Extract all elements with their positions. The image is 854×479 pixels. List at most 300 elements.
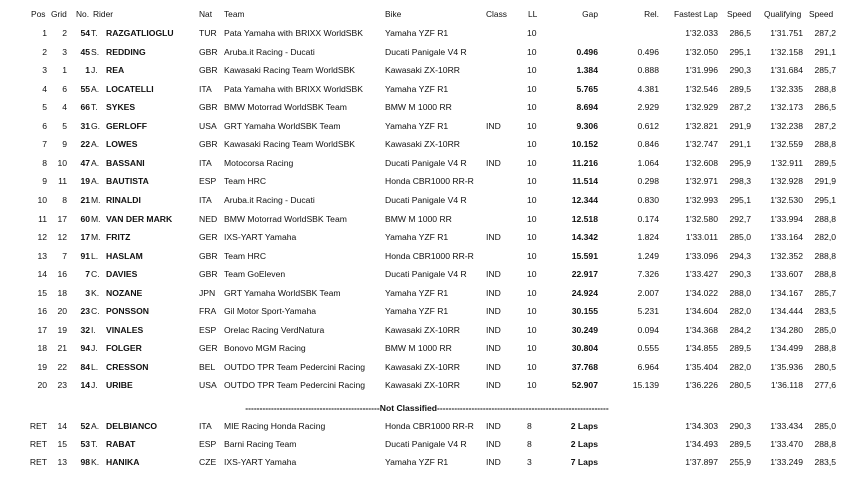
table-row xyxy=(0,418,854,435)
cell-nat: GBR xyxy=(199,102,218,113)
cell-speed: 287,2 xyxy=(729,102,751,113)
cell-laps: 10 xyxy=(527,65,537,76)
cell-speed-qualifying: 288,8 xyxy=(814,343,836,354)
cell-laps: 10 xyxy=(527,269,537,280)
header-team: Team xyxy=(224,9,245,19)
cell-nat: NED xyxy=(199,213,218,224)
cell-speed: 290,3 xyxy=(729,269,751,280)
cell-bike: Yamaha YZF R1 xyxy=(385,306,449,317)
cell-fastest-lap: 1'33.011 xyxy=(685,232,718,243)
cell-initial: T. xyxy=(91,439,98,449)
cell-speed: 282,0 xyxy=(729,361,751,372)
cell-speed-qualifying: 287,2 xyxy=(814,28,836,38)
cell-speed: 290,3 xyxy=(729,65,751,76)
table-row xyxy=(0,359,854,376)
cell-bike: Yamaha YZF R1 xyxy=(385,28,449,38)
cell-rider-name: HANIKA xyxy=(106,457,140,467)
cell-gap: 2 Laps xyxy=(570,439,598,449)
table-row xyxy=(0,155,854,172)
cell-pos: 7 xyxy=(42,139,47,150)
cell-grid: 7 xyxy=(62,250,67,261)
cell-speed-qualifying: 283,5 xyxy=(814,457,836,467)
cell-team: Gil Motor Sport-Yamaha xyxy=(224,306,317,317)
cell-bike: Yamaha YZF R1 xyxy=(385,287,449,298)
cell-grid: 11 xyxy=(58,176,67,187)
cell-number: 94 xyxy=(80,343,90,354)
cell-grid: 21 xyxy=(57,343,67,354)
cell-fastest-lap: 1'32.971 xyxy=(685,176,718,187)
cell-speed: 291,1 xyxy=(729,139,751,150)
cell-speed: 288,0 xyxy=(729,287,751,298)
table-row xyxy=(0,248,854,265)
cell-grid: 5 xyxy=(62,120,67,131)
cell-team: Team HRC xyxy=(224,176,267,187)
cell-class: IND xyxy=(486,232,501,243)
cell-bike: Ducati Panigale V4 R xyxy=(385,269,467,280)
cell-nat: GER xyxy=(199,343,218,354)
cell-number: 66 xyxy=(80,102,90,113)
cell-speed-qualifying: 285,7 xyxy=(814,65,836,76)
cell-fastest-lap: 1'34.303 xyxy=(685,421,718,431)
cell-speed: 289,5 xyxy=(729,83,751,94)
cell-pos: 2 xyxy=(42,46,47,57)
cell-nat: ESP xyxy=(199,176,217,187)
cell-qualifying: 1'34.499 xyxy=(770,343,803,354)
cell-initial: K. xyxy=(91,457,100,467)
cell-nat: GBR xyxy=(199,139,218,150)
cell-laps: 10 xyxy=(527,232,537,243)
cell-bike: Kawasaki ZX-10RR xyxy=(385,361,460,372)
header-pos: Pos xyxy=(31,9,46,19)
header-speed: Speed xyxy=(727,9,752,19)
cell-rel: 1.249 xyxy=(637,250,659,261)
cell-pos: 4 xyxy=(42,83,47,94)
cell-class: IND xyxy=(486,306,501,317)
cell-speed-qualifying: 288,8 xyxy=(814,213,836,224)
table-row xyxy=(0,229,854,246)
cell-rider-name: RAZGATLIOGLU xyxy=(106,28,174,38)
cell-bike: Yamaha YZF R1 xyxy=(385,120,449,131)
cell-speed: 289,5 xyxy=(729,439,751,449)
cell-nat: GBR xyxy=(199,65,218,76)
header-rel: Rel. xyxy=(644,9,659,19)
cell-number: 98 xyxy=(80,457,90,467)
cell-speed-qualifying: 282,0 xyxy=(814,232,836,243)
cell-pos: 8 xyxy=(42,157,47,168)
cell-initial: J. xyxy=(91,65,98,76)
cell-grid: 19 xyxy=(57,324,67,335)
cell-initial: J. xyxy=(91,343,98,354)
header-bike: Bike xyxy=(385,9,402,19)
cell-fastest-lap: 1'34.368 xyxy=(685,324,718,335)
cell-gap: 2 Laps xyxy=(570,421,598,431)
header-speed-qualifying: Speed xyxy=(809,9,834,19)
cell-grid: 18 xyxy=(57,287,67,298)
cell-qualifying: 1'32.158 xyxy=(770,46,803,57)
cell-nat: USA xyxy=(199,380,217,391)
cell-initial: A. xyxy=(91,421,100,431)
cell-pos: 16 xyxy=(37,306,47,317)
cell-number: 45 xyxy=(80,46,90,57)
cell-rel: 0.496 xyxy=(637,46,659,57)
cell-number: 47 xyxy=(80,157,90,168)
cell-number: 31 xyxy=(80,120,90,131)
cell-gap: 24.924 xyxy=(571,287,598,298)
cell-initial: S. xyxy=(91,46,100,57)
cell-laps: 10 xyxy=(527,213,537,224)
cell-rider-name: REDDING xyxy=(106,46,146,57)
cell-fastest-lap: 1'33.096 xyxy=(685,250,718,261)
cell-speed-qualifying: 280,5 xyxy=(814,361,836,372)
cell-rider-name: VINALES xyxy=(106,324,144,335)
cell-grid: 17 xyxy=(57,213,67,224)
cell-qualifying: 1'31.684 xyxy=(770,65,803,76)
cell-gap: 30.249 xyxy=(571,324,598,335)
cell-speed: 284,2 xyxy=(729,324,751,335)
header-nat: Nat xyxy=(199,9,213,19)
cell-qualifying: 1'36.118 xyxy=(770,380,803,391)
cell-nat: TUR xyxy=(199,28,217,38)
cell-grid: 23 xyxy=(57,380,67,391)
cell-gap: 12.518 xyxy=(571,213,598,224)
cell-initial: I. xyxy=(91,324,96,335)
cell-pos: 1 xyxy=(42,28,47,38)
header-ll: LL xyxy=(528,9,538,19)
cell-team: Pata Yamaha with BRIXX WorldSBK xyxy=(224,28,363,38)
cell-speed-qualifying: 288,8 xyxy=(814,250,836,261)
cell-rider-name: CRESSON xyxy=(106,361,149,372)
cell-qualifying: 1'33.994 xyxy=(770,213,803,224)
cell-nat: ITA xyxy=(199,157,212,168)
cell-nat: GBR xyxy=(199,46,218,57)
cell-qualifying: 1'32.928 xyxy=(770,176,803,187)
cell-team: IXS-YART Yamaha xyxy=(224,457,297,467)
cell-pos: 9 xyxy=(42,176,47,187)
cell-fastest-lap: 1'32.747 xyxy=(685,139,718,150)
cell-fastest-lap: 1'33.427 xyxy=(685,269,718,280)
cell-grid: 13 xyxy=(57,457,67,467)
cell-team: OUTDO TPR Team Pedercini Racing xyxy=(224,361,366,372)
cell-qualifying: 1'32.530 xyxy=(770,194,803,205)
cell-qualifying: 1'31.751 xyxy=(770,28,803,38)
cell-team: Orelac Racing VerdNatura xyxy=(224,324,325,335)
cell-gap: 52.907 xyxy=(571,380,598,391)
cell-laps: 10 xyxy=(527,139,537,150)
cell-gap: 8.694 xyxy=(576,102,598,113)
cell-grid: 20 xyxy=(57,306,67,317)
table-row xyxy=(0,62,854,79)
cell-initial: M. xyxy=(91,213,101,224)
cell-nat: CZE xyxy=(199,457,217,467)
cell-number: 60 xyxy=(80,213,90,224)
cell-team: BMW Motorrad WorldSBK Team xyxy=(224,213,347,224)
cell-fastest-lap: 1'36.226 xyxy=(685,380,718,391)
cell-initial: K. xyxy=(91,287,100,298)
not-classified-separator xyxy=(0,400,854,417)
cell-qualifying: 1'32.173 xyxy=(770,102,803,113)
cell-bike: Ducati Panigale V4 R xyxy=(385,439,467,449)
cell-laps: 10 xyxy=(527,176,537,187)
header-class: Class xyxy=(486,9,507,19)
cell-gap: 22.917 xyxy=(571,269,598,280)
cell-rider-name: LOCATELLI xyxy=(106,83,154,94)
cell-team: MIE Racing Honda Racing xyxy=(224,421,326,431)
cell-rel: 1.824 xyxy=(637,232,659,243)
cell-bike: Kawasaki ZX-10RR xyxy=(385,380,460,391)
cell-grid: 22 xyxy=(57,361,67,372)
cell-grid: 3 xyxy=(62,46,67,57)
cell-fastest-lap: 1'37.897 xyxy=(685,457,718,467)
cell-fastest-lap: 1'32.546 xyxy=(685,83,718,94)
cell-laps: 10 xyxy=(527,46,537,57)
cell-rel: 0.094 xyxy=(637,324,659,335)
header-fastest-lap: Fastest Lap xyxy=(674,9,718,19)
table-row xyxy=(0,192,854,209)
cell-grid: 9 xyxy=(62,139,67,150)
cell-bike: Ducati Panigale V4 R xyxy=(385,194,467,205)
cell-rel: 7.326 xyxy=(637,269,659,280)
cell-speed-qualifying: 286,5 xyxy=(814,102,836,113)
cell-class: IND xyxy=(486,324,501,335)
cell-bike: Ducati Panigale V4 R xyxy=(385,157,467,168)
cell-fastest-lap: 1'31.996 xyxy=(685,65,718,76)
cell-nat: ITA xyxy=(199,194,212,205)
cell-rider-name: SYKES xyxy=(106,102,136,113)
cell-number: 52 xyxy=(80,421,90,431)
cell-laps: 8 xyxy=(527,439,532,449)
cell-gap: 15.591 xyxy=(571,250,598,261)
cell-rider-name: GERLOFF xyxy=(106,120,148,131)
cell-bike: Yamaha YZF R1 xyxy=(385,457,449,467)
cell-pos: 5 xyxy=(42,102,47,113)
cell-qualifying: 1'34.444 xyxy=(770,306,803,317)
cell-gap: 10.152 xyxy=(571,139,598,150)
table-row xyxy=(0,340,854,357)
cell-team: Aruba.it Racing - Ducati xyxy=(224,46,315,57)
cell-grid: 2 xyxy=(62,28,67,38)
cell-nat: GBR xyxy=(199,250,218,261)
cell-grid: 8 xyxy=(62,194,67,205)
cell-number: 21 xyxy=(80,194,90,205)
cell-team: BMW Motorrad WorldSBK Team xyxy=(224,102,347,113)
cell-speed: 295,1 xyxy=(729,194,751,205)
cell-gap: 1.384 xyxy=(576,65,598,76)
cell-initial: T. xyxy=(91,28,98,38)
cell-gap: 11.216 xyxy=(572,157,598,168)
cell-laps: 10 xyxy=(527,343,537,354)
cell-team: Team GoEleven xyxy=(224,269,286,280)
cell-bike: Yamaha YZF R1 xyxy=(385,232,449,243)
cell-initial: A. xyxy=(91,176,100,187)
header-rider: Rider xyxy=(93,9,114,19)
cell-pos: 13 xyxy=(37,250,47,261)
cell-fastest-lap: 1'32.929 xyxy=(685,102,718,113)
cell-rel: 0.174 xyxy=(637,213,659,224)
cell-rider-name: DELBIANCO xyxy=(106,421,158,431)
cell-team: Kawasaki Racing Team WorldSBK xyxy=(224,139,356,150)
cell-laps: 10 xyxy=(527,83,537,94)
cell-bike: Yamaha YZF R1 xyxy=(385,83,449,94)
cell-fastest-lap: 1'34.022 xyxy=(685,287,718,298)
cell-speed: 294,3 xyxy=(729,250,751,261)
cell-grid: 10 xyxy=(57,157,67,168)
cell-speed-qualifying: 291,1 xyxy=(814,46,836,57)
table-row xyxy=(0,118,854,135)
cell-pos: 12 xyxy=(37,232,47,243)
cell-rel: 0.612 xyxy=(637,120,659,131)
cell-class: IND xyxy=(486,457,501,467)
cell-gap: 37.768 xyxy=(571,361,598,372)
cell-speed-qualifying: 289,5 xyxy=(814,157,836,168)
cell-initial: C. xyxy=(91,269,100,280)
table-row xyxy=(0,266,854,283)
cell-laps: 10 xyxy=(527,287,537,298)
cell-speed: 280,5 xyxy=(729,380,751,391)
cell-grid: 15 xyxy=(57,439,67,449)
cell-fastest-lap: 1'32.033 xyxy=(685,28,718,38)
table-row xyxy=(0,377,854,394)
cell-speed: 292,7 xyxy=(729,213,751,224)
cell-team: OUTDO TPR Team Pedercini Racing xyxy=(224,380,366,391)
cell-class: IND xyxy=(486,361,501,372)
cell-bike: Kawasaki ZX-10RR xyxy=(385,139,460,150)
cell-gap: 11.514 xyxy=(572,176,598,187)
cell-qualifying: 1'32.335 xyxy=(770,83,803,94)
cell-pos: 15 xyxy=(37,287,47,298)
cell-speed: 289,5 xyxy=(729,343,751,354)
cell-gap: 7 Laps xyxy=(570,457,598,467)
cell-rel: 2.929 xyxy=(637,102,659,113)
table-header xyxy=(0,6,854,23)
cell-qualifying: 1'32.238 xyxy=(770,120,803,131)
cell-initial: M. xyxy=(91,194,101,205)
cell-pos: 6 xyxy=(42,120,47,131)
cell-rel: 0.830 xyxy=(637,194,659,205)
cell-grid: 16 xyxy=(57,269,67,280)
cell-speed: 285,0 xyxy=(729,232,751,243)
cell-qualifying: 1'32.352 xyxy=(770,250,803,261)
cell-qualifying: 1'35.936 xyxy=(770,361,803,372)
cell-speed-qualifying: 277,6 xyxy=(814,380,836,391)
cell-class: IND xyxy=(486,380,501,391)
cell-nat: JPN xyxy=(199,287,216,298)
cell-class: IND xyxy=(486,343,501,354)
cell-grid: 6 xyxy=(62,83,67,94)
table-row xyxy=(0,303,854,320)
cell-speed-qualifying: 288,8 xyxy=(814,83,836,94)
cell-number: 19 xyxy=(80,176,90,187)
cell-bike: Kawasaki ZX-10RR xyxy=(385,65,460,76)
cell-rel: 0.846 xyxy=(637,139,659,150)
cell-rider-name: FOLGER xyxy=(106,343,142,354)
table-row xyxy=(0,322,854,339)
cell-speed: 282,0 xyxy=(729,306,751,317)
cell-number: 1 xyxy=(85,65,90,76)
cell-laps: 10 xyxy=(527,250,537,261)
cell-rider-name: NOZANE xyxy=(106,287,143,298)
cell-rider-name: LOWES xyxy=(106,139,138,150)
cell-speed-qualifying: 285,0 xyxy=(814,421,836,431)
cell-rel: 0.888 xyxy=(637,65,659,76)
cell-qualifying: 1'32.559 xyxy=(770,139,803,150)
cell-bike: BMW M 1000 RR xyxy=(385,102,452,113)
cell-fastest-lap: 1'34.604 xyxy=(685,306,718,317)
cell-rel: 0.555 xyxy=(637,343,659,354)
cell-speed: 298,3 xyxy=(729,176,751,187)
cell-laps: 10 xyxy=(527,306,537,317)
cell-initial: C. xyxy=(91,306,100,317)
cell-nat: ESP xyxy=(199,324,217,335)
cell-qualifying: 1'34.167 xyxy=(770,287,803,298)
cell-gap: 12.344 xyxy=(571,194,598,205)
cell-speed: 286,5 xyxy=(729,28,751,38)
cell-team: Pata Yamaha with BRIXX WorldSBK xyxy=(224,83,363,94)
cell-laps: 10 xyxy=(527,194,537,205)
header-qualifying: Qualifying xyxy=(764,9,802,19)
cell-number: 7 xyxy=(85,269,90,280)
cell-initial: L. xyxy=(91,361,99,372)
cell-rider-name: BAUTISTA xyxy=(106,176,149,187)
cell-number: 17 xyxy=(80,232,90,243)
cell-rel: 5.231 xyxy=(637,306,659,317)
cell-class: IND xyxy=(486,439,501,449)
cell-initial: J. xyxy=(91,380,98,391)
cell-laps: 10 xyxy=(527,380,537,391)
cell-team: GRT Yamaha WorldSBK Team xyxy=(224,287,341,298)
cell-number: 91 xyxy=(80,250,90,261)
cell-bike: Honda CBR1000 RR-R xyxy=(385,176,474,187)
table-row xyxy=(0,99,854,116)
cell-initial: A. xyxy=(91,157,100,168)
cell-speed: 295,1 xyxy=(729,46,751,57)
table-row xyxy=(0,454,854,471)
cell-pos: 10 xyxy=(37,194,47,205)
cell-team: GRT Yamaha WorldSBK Team xyxy=(224,120,341,131)
cell-rider-name: PONSSON xyxy=(106,306,149,317)
cell-pos: 17 xyxy=(37,324,47,335)
cell-number: 14 xyxy=(80,380,90,391)
cell-team: Kawasaki Racing Team WorldSBK xyxy=(224,65,356,76)
cell-bike: Ducati Panigale V4 R xyxy=(385,46,467,57)
cell-number: 54 xyxy=(80,28,90,38)
cell-laps: 3 xyxy=(527,457,532,467)
cell-pos: RET xyxy=(29,421,47,431)
cell-bike: Honda CBR1000 RR-R xyxy=(385,250,474,261)
cell-speed-qualifying: 285,0 xyxy=(814,324,836,335)
cell-fastest-lap: 1'35.404 xyxy=(685,361,718,372)
cell-speed: 290,3 xyxy=(729,421,751,431)
table-row xyxy=(0,81,854,98)
cell-grid: 12 xyxy=(57,232,67,243)
cell-number: 23 xyxy=(80,306,90,317)
cell-rel: 4.381 xyxy=(637,83,659,94)
cell-speed: 295,9 xyxy=(729,157,751,168)
cell-team: Aruba.it Racing - Ducati xyxy=(224,194,315,205)
cell-number: 84 xyxy=(80,361,90,372)
cell-rider-name: VAN DER MARK xyxy=(106,213,173,224)
cell-qualifying: 1'33.164 xyxy=(770,232,803,243)
cell-class: IND xyxy=(486,157,501,168)
cell-initial: A. xyxy=(91,83,100,94)
table-row xyxy=(0,173,854,190)
cell-rider-name: URIBE xyxy=(106,380,133,391)
cell-fastest-lap: 1'34.855 xyxy=(685,343,718,354)
cell-nat: USA xyxy=(199,120,217,131)
cell-fastest-lap: 1'32.580 xyxy=(685,213,718,224)
table-row xyxy=(0,25,854,42)
cell-grid: 4 xyxy=(62,102,67,113)
cell-rider-name: RINALDI xyxy=(106,194,141,205)
